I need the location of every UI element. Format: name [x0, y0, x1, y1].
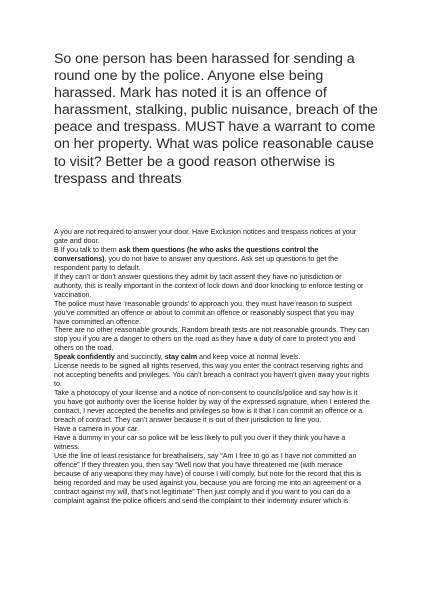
stay-calm-emphasis: stay calm: [164, 353, 198, 362]
paragraph-ask-questions: [54, 246, 370, 273]
page-heading: So one person has been harassed for sending a round one by the police. Anyone else being harassed. Mark has noted it is an offence of harassment, stalking, public nuisance, breach of the peace and trespass. MUST have a warrant to come on her property. What was police reasonable cause to visit? Better be a good reason otherwise is trespass and threats: [54, 51, 378, 187]
ask-questions-intro: B If you talk to them: [54, 245, 119, 254]
speak-confidently-emphasis: Speak confidently: [54, 353, 115, 362]
speak-confidently-rest: and keep voice at normal levels.: [197, 353, 301, 362]
speak-confidently-mid: and succinctly,: [114, 353, 165, 362]
paragraph-license-photocopy: Take a photocopy of your license and a notice of non-consent to councils/police and say how is it you have got authority over the license holder by way of the expressed signature, when I entered the contract, I never accepted the benefits and privileges so how is it that I can commit an offence or a breach of contract. They can’t answer because it is out of their jurisdiction to fine you.: [54, 389, 370, 425]
paragraph-no-other-grounds: There are no other reasonable grounds. Random breath tests are not reasonable grounds. They can stop you if you are a danger to others on the road as they have a duty of care to protect you and others on the road.: [54, 326, 370, 353]
ask-questions-rest: , you do not have to answer any questions. Ask set up questions to get the respondent party to default.: [54, 254, 339, 272]
ask-questions-emphasis: ask them questions (he who asks the questions control the conversations): [54, 245, 319, 263]
paragraph-breathalisers: Use the line of least resistance for breathalisers, say “Am I free to go as I have not committed an offence” If they threaten you, then say “Well now that you have threatened me (with menace because of any weapons they may have) of course I will comply, but note for the record that this is being recorded and may be used against you, because you are forcing me into an agreement or a contract against my will, that’s not legitimate” Then just comply and if you want to you can do a complaint against the police officers and send the complaint to their indemnity insurer which is: [54, 451, 362, 505]
paragraph-speak-confidently: [54, 353, 370, 362]
paragraph-license-signed: License needs to be signed all rights reserved, this way you enter the contract reserving rights and not accepting benefits and privileges. You can’t breach a contract you haven’t given away your rights to.: [54, 362, 370, 389]
paragraph-dummy: Have a dummy in your car so police will be less likely to pull you over if they think you have a witness.: [54, 433, 346, 451]
paragraph-door-notices: A you are not required to answer your door. Have Exclusion notices and trespass notices at your gate and door.: [54, 228, 357, 245]
paragraph-camera: Have a camera in your car.: [54, 424, 139, 433]
document-body: [54, 228, 370, 506]
paragraph-tacit-assent: If they can’t or don’t answer questions they admit by tacit assent they have no jurisdiction or authority, this is really important in the context of lock down and door knocking to enforce testing or vaccination.: [54, 272, 364, 299]
paragraph-reasonable-grounds: The police must have ‘reasonable grounds’ to approach you, they must have reason to suspect you’ve committed an offence or about to commit an offence or reasonably suspect that you may have committed an offence.: [54, 299, 354, 326]
